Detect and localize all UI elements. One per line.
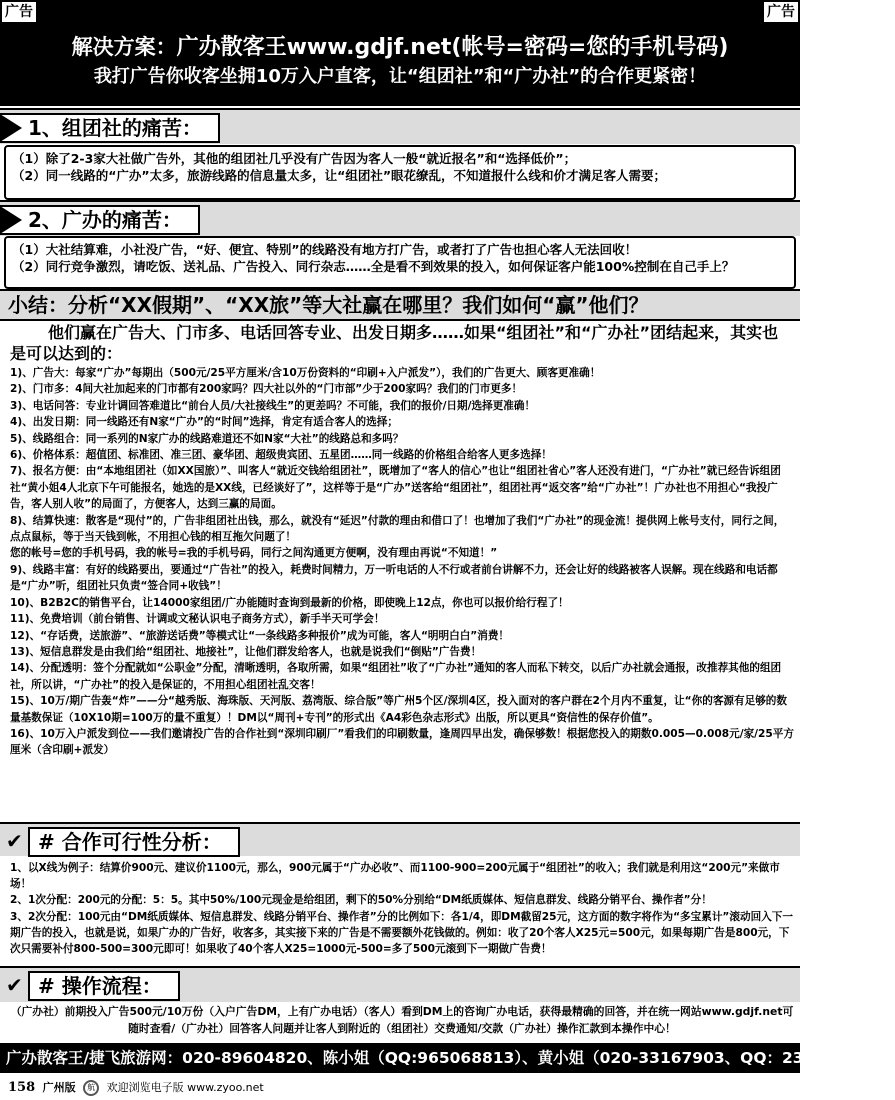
list-item: 1)、广告大：每家“广办”每期出（500元/25平方厘米/含10万份资料的“印刷+入户派发”），我们的广告更大、顾客更准确！ [10,367,601,379]
headline-main: 广办散客王www.gdjf.net(帐号=密码=您的手机号码) [176,35,729,60]
section-1-box [4,145,796,200]
subheadline: 我打广告你收客坐拥10万入户直客，让“组团社”和“广办社”的合作更紧密！ [93,66,707,87]
account-note: 您的帐号=您的手机号码，我的帐号=我的手机号码，同行之间沟通更方便啊，没有理由再说“不知道！” [10,547,498,560]
section-1-title: 1、组团社的痛苦： [28,116,202,140]
list-item: 8)、结算快速：散客是“现付”的，广告非组团社出钱，那么，就没有“延迟”付款的理由和借口了！也增加了我们“广办社”的现金流！提供网上帐号支付，同行之间，点点鼠标，等于当天钱到帐，不用担心钱的相互拖欠问题了！ [10,514,785,544]
list-item: 4)、出发日期：同一线路还有N家“广办”的“时间”选择，肯定有适合客人的选择； [10,416,398,429]
list-item: 13)、短信息群发是由我们给“组团社、地接社”，让他们群发给客人，也就是说我们“倒贴”广告费！ [10,645,482,658]
section-4-header [0,966,800,1002]
section-1-item: （2）同一线路的“广办”太多，旅游线路的信息量太多，让“组团社”眼花缭乱，不知道报什么线和价才满足客人需要； [12,168,667,183]
section-4-title: # 操作流程： [38,974,162,998]
check-icon: ✔ [6,829,23,853]
footer-text: 欢迎浏览电子版 www.zyoo.net [106,1081,264,1094]
section-2-title: 2、广办的痛苦： [28,208,182,232]
section-4-title-tab [28,971,180,1001]
feasibility-list [10,860,794,957]
list-item: 5)、线路组合：同一系列的N家广办的线路难道还不如N家“大社”的线路总和多吗？ [10,432,404,445]
summary-lead-text: 他们赢在广告大、门市多、电话回答专业、出发日期多……如果“组团社”和“广办社”团结起来，其实也是可以达到的： [10,323,779,363]
check-icon: ✔ [6,973,23,997]
list-item: 6)、价格体系：超值团、标准团、准三团、豪华团、超级贵宾团、五星团……同一线路的价格组合给客人更多选择！ [10,449,552,462]
advantage-list [10,365,794,759]
section-1-header [0,108,800,144]
section-2-header [0,200,800,236]
list-item: 3)、电话问答：专业计调回答难道比“前台人员/大社接线生”的更差吗？不可能，我们的报价/日期/选择更准确！ [10,399,536,412]
list-item: 9)、线路丰富：有好的线路要出，要通过“广告社”的投入，耗费时间精力，万一听电话的人不行或者前台讲解不力，还会让好的线路被客人误解。现在线路和电话都是“广办”听，组团社只负责“签合同+收钱”！ [10,563,778,593]
list-item: 1、以X线为例子：结算价900元、建议价1100元，那么，900元属于“广办必收”、而1100-900=200元属于“组团社”的收入；我们就是利用这“200元”来做市场！ [10,862,780,891]
headline [0,24,800,63]
section-2-item: （2）同行竞争激烈，请吃饭、送礼品、广告投入、同行杂志……全是看不到效果的投入，如何保证客户能100%控制在自己手上？ [12,259,735,274]
list-item: 16)、10万入户派发到位——我们邀请投广告的合作社到“深圳印刷厂”看我们的印刷数量，逢周四早出发，确保够数！根据您投入的期数0.005—0.008元/家/25平方厘米（含印刷+派发） [10,727,794,757]
arrow-icon [0,206,22,234]
summary-header: 小结：分析“XX假期”、“XX旅”等大社赢在哪里？我们如何“赢”他们？ [0,289,800,321]
section-1-title-tab [0,113,220,143]
list-item: 12)、“存话费，送旅游”、“旅游送话费”等模式让“一条线路多种报价”成为可能，客人“明明白白”消费！ [10,629,510,642]
summary-lead [10,322,794,364]
list-item: 15)、10万/期广告轰“炸”——分“越秀版、海珠版、天河版、荔湾版、综合版”等广州5个区/深圳4区，投入面对的客户群在2个月内不重复，让“你的客源有足够的数量基数保证（10X10期=100万的量不重复）！DM以“周刊+专刊”的形式出《A4彩色杂志形式》出版，所以更具“资信性的保存价值”。 [10,695,787,724]
ad-tag-right: 广告 [764,2,798,22]
section-3-title-tab [28,827,240,857]
section-1-item: （1）除了2-3家大社做广告外，其他的组团社几乎没有广告因为客人一般“就近报名”和“选择低价”； [12,151,577,166]
header-banner [0,24,800,106]
list-item: 10)、B2B2C的销售平台，让14000家组团/广办能随时查询到最新的价格，即使晚上12点，你也可以报价给行程了！ [10,596,569,609]
section-2-box [4,236,796,289]
list-item: 2、1次分配：200元的分配：5：5。其中50%/100元现金是给组团，剩下的50%分别给“DM纸质媒体、短信息群发、线路分销平台、操作者”分！ [10,894,712,907]
list-item: 7)、报名方便：由“本地组团社（如XX国旅）”、叫客人“就近交钱给组团社”，既增加了“客人的信心”也让“组团社省心”客人还没有进门，“广办社”就已经告诉组团社“黄小姐4人北京下午可能报名，她选的是XX线，已经谈好了”，这样等于是“广办”送客给“组团社”，组团社再“返交客”给“广办社”！广办社也不用担心“我投广告，客人别人收”的局面了，方便客人，达到三赢的局面。 [10,465,781,511]
edition-label: 广州版 [42,1081,76,1094]
contact-bar: 广办散客王/捷飞旅游网：020-89604820、陈小姐（QQ:965068813）、黄小姐（020-33167903、QQ：237643502） [0,1043,800,1073]
top-bar [0,0,800,24]
list-item: 11)、免费培训（前台销售、计调或文秘认识电子商务方式），新手半天可学会！ [10,613,385,626]
headline-prefix: 解决方案： [71,35,177,59]
arrow-icon [0,114,22,142]
list-item: 3、2次分配：100元由“DM纸质媒体、短信息群发、线路分销平台、操作者”分的比例如下：各1/4，即DM截留25元，这方面的数字将作为“多宝累计”滚动回入下一期广告的投入，也就是说，如果广办的广告好，收客多，其实接下来的广告是不需要额外花钱做的。例如：收了20个客人X25元=500元，如果每期广告是800元，下次只需要补付800-500=300元即可！如果收了40个客人X25=1000元-500=多了500元滚到下一期做广告费！ [10,910,793,956]
process-text: （广办社）前期投入广告500元/10万份（入户广告DM，上有广办电话）（客人）看到DM上的咨询广办电话，获得最精确的回答，并在统一网站www.gdjf.net可随时查看/（广办社）回答客人问题并让客人到附近的（组团社）交费通知/交款（广办社）操作汇款到本操作中心！ [10,1005,794,1035]
ad-tag-left: 广告 [2,2,36,22]
section-2-title-tab [0,205,200,235]
footer [0,1076,800,1100]
list-item: 2)、门市多：4间大社加起来的门市都有200家吗？四大社以外的“门市部”少于200家吗？我们的门市更多！ [10,383,523,396]
page-number: 158 [8,1080,36,1095]
section-2-item: （1）大社结算难，小社没广告，“好、便宜、特别”的线路没有地方打广告，或者打了广告也担心客人无法回收！ [12,242,638,257]
section-3-title: # 合作可行性分析： [38,830,222,854]
section-3-header [0,822,800,856]
list-item: 14)、分配透明：签个分配就如“公职金”分配，清晰透明，各取所需，如果“组团社”收了“广办社”通知的客人而私下转交，以后广办社就会通报，改推荐其他的组团社，所以讲，“广办社”的投入是保证的，不用担心组团社乱交客！ [10,662,782,691]
logo-icon: 航 [83,1080,99,1096]
